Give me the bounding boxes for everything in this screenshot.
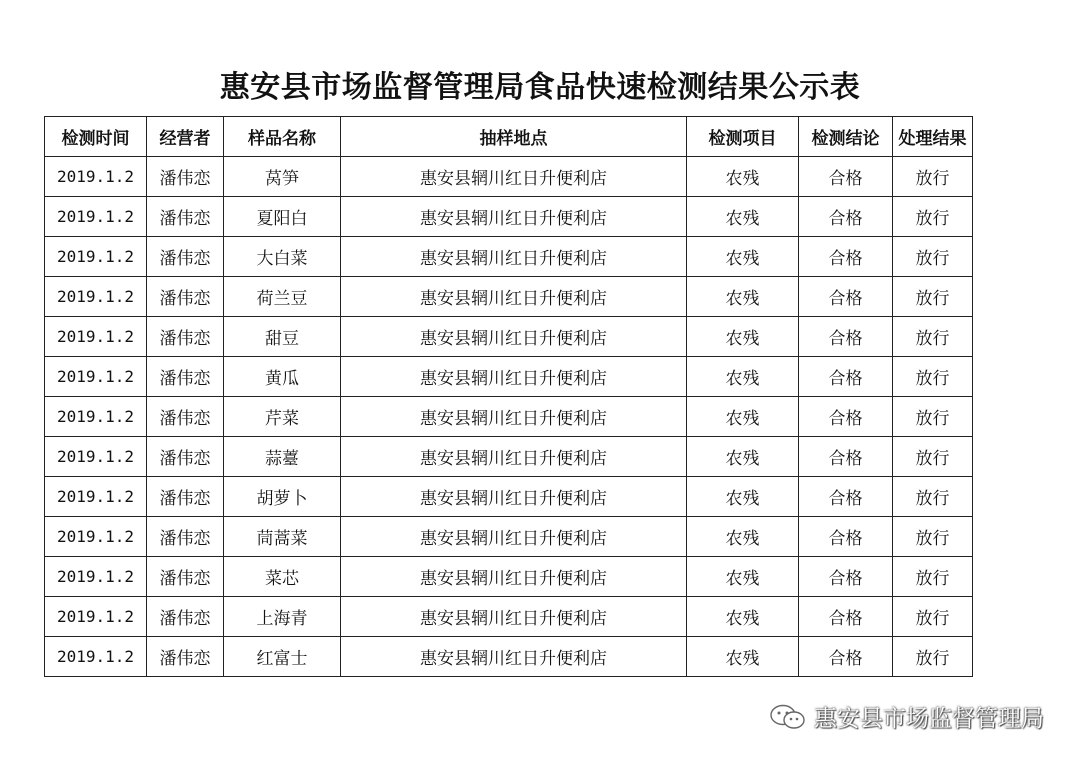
cell-sample-name: 黄瓜 [224, 357, 341, 397]
cell-sample-name: 蒜薹 [224, 437, 341, 477]
cell-operator: 潘伟恋 [147, 277, 224, 317]
cell-test-item: 农残 [687, 557, 799, 597]
cell-sample-name: 大白菜 [224, 237, 341, 277]
cell-test-item: 农残 [687, 237, 799, 277]
table-row [45, 157, 973, 197]
table-row [45, 437, 973, 477]
cell-sampling-location: 惠安县辋川红日升便利店 [341, 437, 687, 477]
cell-test-item: 农残 [687, 437, 799, 477]
cell-sampling-location: 惠安县辋川红日升便利店 [341, 277, 687, 317]
cell-test-time: 2019.1.2 [45, 237, 147, 277]
cell-test-time: 2019.1.2 [45, 517, 147, 557]
wechat-icon [768, 703, 808, 731]
cell-test-time: 2019.1.2 [45, 317, 147, 357]
table-row [45, 557, 973, 597]
header-operator: 经营者 [147, 117, 224, 157]
header-test-time: 检测时间 [45, 117, 147, 157]
cell-sample-name: 甜豆 [224, 317, 341, 357]
header-test-conclusion: 检测结论 [799, 117, 893, 157]
cell-handling-result: 放行 [893, 237, 973, 277]
wechat-watermark [768, 700, 1044, 733]
cell-handling-result: 放行 [893, 357, 973, 397]
cell-sample-name: 芹菜 [224, 397, 341, 437]
header-sampling-location: 抽样地点 [341, 117, 687, 157]
cell-sampling-location: 惠安县辋川红日升便利店 [341, 637, 687, 677]
cell-handling-result: 放行 [893, 317, 973, 357]
cell-test-conclusion: 合格 [799, 197, 893, 237]
cell-operator: 潘伟恋 [147, 197, 224, 237]
table-row [45, 477, 973, 517]
cell-sampling-location: 惠安县辋川红日升便利店 [341, 397, 687, 437]
table-row [45, 317, 973, 357]
cell-test-conclusion: 合格 [799, 397, 893, 437]
header-handling-result: 处理结果 [893, 117, 973, 157]
cell-test-time: 2019.1.2 [45, 277, 147, 317]
table-row [45, 637, 973, 677]
cell-operator: 潘伟恋 [147, 597, 224, 637]
table-body [45, 157, 973, 677]
cell-sample-name: 莴笋 [224, 157, 341, 197]
cell-test-item: 农残 [687, 197, 799, 237]
cell-sampling-location: 惠安县辋川红日升便利店 [341, 357, 687, 397]
results-table [44, 116, 973, 677]
cell-handling-result: 放行 [893, 277, 973, 317]
cell-test-item: 农残 [687, 357, 799, 397]
cell-handling-result: 放行 [893, 597, 973, 637]
table-row [45, 197, 973, 237]
cell-operator: 潘伟恋 [147, 477, 224, 517]
cell-test-item: 农残 [687, 277, 799, 317]
cell-sample-name: 荷兰豆 [224, 277, 341, 317]
cell-sample-name: 胡萝卜 [224, 477, 341, 517]
cell-test-item: 农残 [687, 517, 799, 557]
cell-operator: 潘伟恋 [147, 157, 224, 197]
cell-sampling-location: 惠安县辋川红日升便利店 [341, 317, 687, 357]
table-row [45, 277, 973, 317]
cell-handling-result: 放行 [893, 637, 973, 677]
cell-handling-result: 放行 [893, 157, 973, 197]
cell-handling-result: 放行 [893, 477, 973, 517]
cell-test-conclusion: 合格 [799, 477, 893, 517]
cell-test-conclusion: 合格 [799, 557, 893, 597]
cell-operator: 潘伟恋 [147, 437, 224, 477]
cell-test-item: 农残 [687, 317, 799, 357]
cell-test-conclusion: 合格 [799, 437, 893, 477]
cell-test-conclusion: 合格 [799, 157, 893, 197]
cell-operator: 潘伟恋 [147, 317, 224, 357]
cell-test-conclusion: 合格 [799, 597, 893, 637]
cell-test-conclusion: 合格 [799, 517, 893, 557]
cell-test-time: 2019.1.2 [45, 637, 147, 677]
cell-test-time: 2019.1.2 [45, 357, 147, 397]
cell-sample-name: 上海青 [224, 597, 341, 637]
cell-sampling-location: 惠安县辋川红日升便利店 [341, 557, 687, 597]
cell-handling-result: 放行 [893, 437, 973, 477]
header-test-item: 检测项目 [687, 117, 799, 157]
cell-handling-result: 放行 [893, 197, 973, 237]
cell-handling-result: 放行 [893, 397, 973, 437]
cell-test-time: 2019.1.2 [45, 477, 147, 517]
cell-test-conclusion: 合格 [799, 237, 893, 277]
cell-sample-name: 红富士 [224, 637, 341, 677]
cell-test-time: 2019.1.2 [45, 557, 147, 597]
table-row [45, 397, 973, 437]
cell-test-time: 2019.1.2 [45, 437, 147, 477]
cell-sampling-location: 惠安县辋川红日升便利店 [341, 197, 687, 237]
cell-sampling-location: 惠安县辋川红日升便利店 [341, 597, 687, 637]
cell-test-item: 农残 [687, 637, 799, 677]
cell-test-item: 农残 [687, 157, 799, 197]
cell-operator: 潘伟恋 [147, 637, 224, 677]
cell-sampling-location: 惠安县辋川红日升便利店 [341, 517, 687, 557]
cell-test-time: 2019.1.2 [45, 157, 147, 197]
cell-operator: 潘伟恋 [147, 357, 224, 397]
cell-handling-result: 放行 [893, 517, 973, 557]
page-title: 惠安县市场监督管理局食品快速检测结果公示表 [219, 70, 861, 105]
cell-test-time: 2019.1.2 [45, 197, 147, 237]
cell-operator: 潘伟恋 [147, 397, 224, 437]
table-row [45, 517, 973, 557]
cell-test-item: 农残 [687, 477, 799, 517]
cell-test-conclusion: 合格 [799, 637, 893, 677]
cell-sampling-location: 惠安县辋川红日升便利店 [341, 157, 687, 197]
table-row [45, 357, 973, 397]
table-header-row [45, 117, 973, 157]
cell-operator: 潘伟恋 [147, 517, 224, 557]
cell-test-item: 农残 [687, 397, 799, 437]
cell-sample-name: 夏阳白 [224, 197, 341, 237]
cell-test-item: 农残 [687, 597, 799, 637]
header-sample-name: 样品名称 [224, 117, 341, 157]
cell-test-time: 2019.1.2 [45, 597, 147, 637]
cell-test-conclusion: 合格 [799, 357, 893, 397]
watermark-text: 惠安县市场监督管理局 [814, 706, 1044, 732]
cell-handling-result: 放行 [893, 557, 973, 597]
cell-operator: 潘伟恋 [147, 237, 224, 277]
cell-test-time: 2019.1.2 [45, 397, 147, 437]
table-row [45, 237, 973, 277]
cell-test-conclusion: 合格 [799, 317, 893, 357]
cell-test-conclusion: 合格 [799, 277, 893, 317]
cell-sampling-location: 惠安县辋川红日升便利店 [341, 477, 687, 517]
cell-sampling-location: 惠安县辋川红日升便利店 [341, 237, 687, 277]
table-row [45, 597, 973, 637]
cell-sample-name: 菜芯 [224, 557, 341, 597]
cell-operator: 潘伟恋 [147, 557, 224, 597]
cell-sample-name: 茼蒿菜 [224, 517, 341, 557]
